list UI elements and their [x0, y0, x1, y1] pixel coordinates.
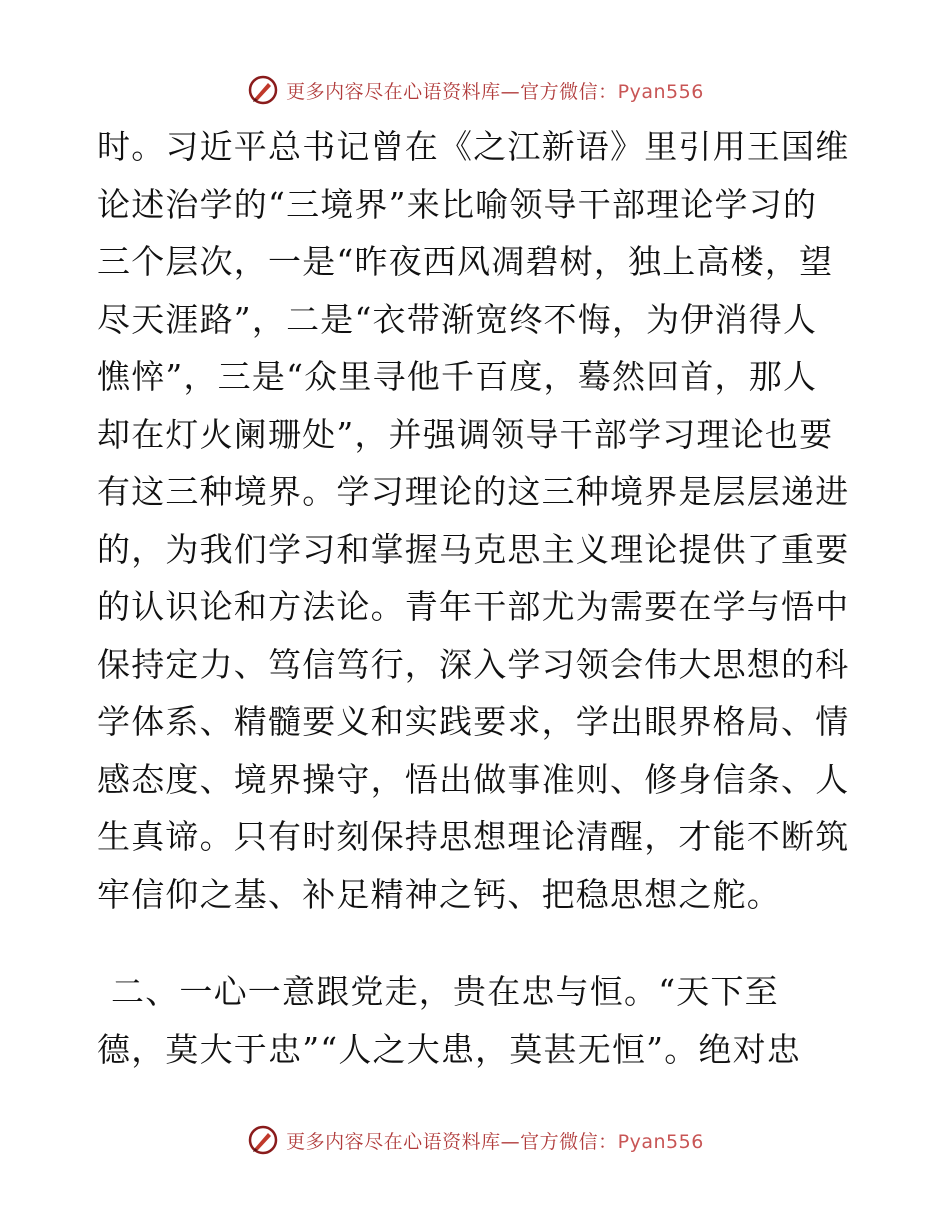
- text-line: 生真谛。只有时刻保持思想理论清醒，才能不断筑: [97, 817, 850, 856]
- text-line: 的，为我们学习和掌握马克思主义理论提供了重要: [97, 529, 850, 569]
- watermark-handle: Pyan556: [617, 1130, 704, 1153]
- text-line: 学体系、精髓要义和实践要求，学出眼界格局、情: [97, 702, 850, 741]
- watermark-text: 更多内容尽在心语资料库—官方微信：: [286, 80, 618, 103]
- pen-logo-icon: [246, 1123, 280, 1157]
- paragraph-1: [97, 118, 853, 923]
- text-line: 牢信仰之基、补足精神之钙、把稳思想之舵。: [97, 874, 781, 914]
- paragraph-2: [97, 963, 853, 1078]
- text-line: 德，莫大于忠”“人之大患，莫甚无恒”。绝对忠: [97, 1029, 802, 1069]
- document-body: [97, 118, 853, 1078]
- text-line: 论述治学的“三境界”来比喻领导干部理论学习的: [97, 184, 818, 224]
- header-watermark: [0, 72, 950, 108]
- section-heading-line: 二、一心一意跟党走，贵在忠与恒。“天下至: [111, 972, 779, 1011]
- text-line: 尽天涯路”，二是“衣带渐宽终不悔，为伊消得人: [97, 299, 818, 339]
- footer-watermark: [0, 1122, 950, 1158]
- text-line: 保持定力、笃信笃行，深入学习领会伟大思想的科: [97, 644, 850, 684]
- text-line: 憔悴”，三是“众里寻他千百度，蓦然回首，那人: [97, 357, 818, 396]
- paragraph-gap: [97, 923, 853, 963]
- pen-logo-icon: [246, 73, 280, 107]
- watermark-text: 更多内容尽在心语资料库—官方微信：: [286, 1130, 618, 1153]
- watermark-handle: Pyan556: [617, 80, 704, 103]
- text-line: 有这三种境界。学习理论的这三种境界是层层递进: [97, 472, 850, 511]
- text-line: 时。习近平总书记曾在《之江新语》里引用王国维: [97, 127, 850, 166]
- text-line: 三个层次，一是“昨夜西风凋碧树，独上高楼，望: [97, 242, 834, 281]
- text-line: 的认识论和方法论。青年干部尤为需要在学与悟中: [97, 587, 850, 626]
- text-line: 感态度、境界操守，悟出做事准则、修身信条、人: [97, 759, 850, 799]
- text-line: 却在灯火阑珊处”，并强调领导干部学习理论也要: [97, 414, 834, 454]
